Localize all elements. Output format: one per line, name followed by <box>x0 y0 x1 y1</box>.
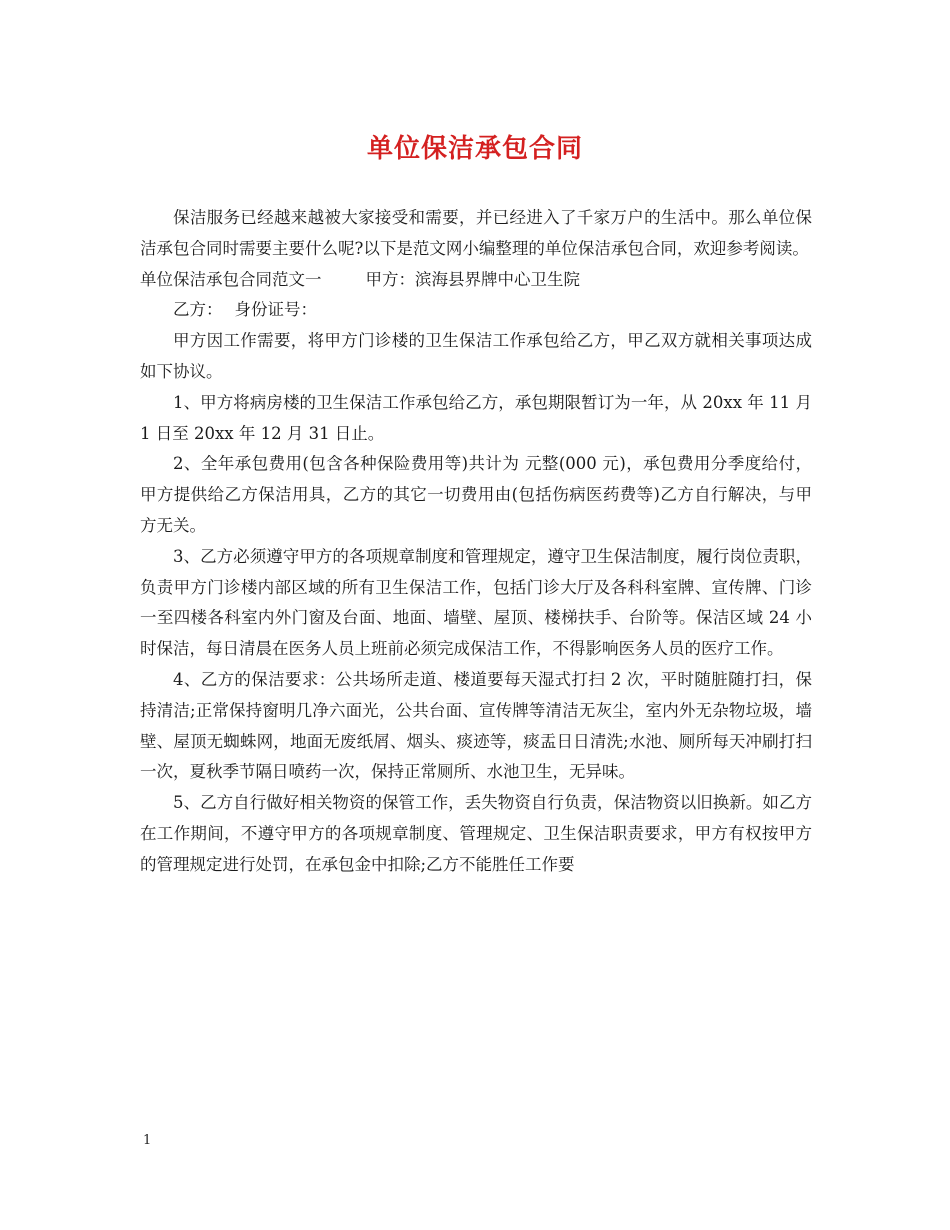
sample-heading: 单位保洁承包合同范文一 <box>140 269 322 289</box>
party-b-line <box>140 295 812 326</box>
page-number: 1 <box>143 1133 152 1148</box>
document-title: 单位保洁承包合同 <box>366 134 583 164</box>
clause-3: 3、乙方必须遵守甲方的各项规章制度和管理规定，遵守卫生保洁制度，履行岗位责职，负责甲方门诊楼内部区域的所有卫生保洁工作，包括门诊大厅及各科科室牌、宣传牌、门诊一至四楼各科室内外门窗及台面、地面、墙壁、屋顶、楼梯扶手、台阶等。保洁区域 24 小时保洁，每日清晨在医务人员上班前必须完成保洁工作，不得影响医务人员的医疗工作。 <box>140 546 812 659</box>
sample-heading-line <box>140 265 812 296</box>
intro-paragraph: 保洁服务已经越来越被大家接受和需要，并已经进入了千家万户的生活中。那么单位保洁承包合同时需要主要什么呢?以下是范文网小编整理的单位保洁承包合同，欢迎参考阅读。 <box>140 208 812 258</box>
preamble-paragraph: 甲方因工作需要，将甲方门诊楼的卫生保洁工作承包给乙方，甲乙双方就相关事项达成如下协议。 <box>140 331 812 381</box>
clause-4: 4、乙方的保洁要求：公共场所走道、楼道要每天湿式打扫 2 次，平时随脏随打扫，保持清洁;正常保持窗明几净六面光，公共台面、宣传牌等清洁无灰尘，室内外无杂物垃圾，墙壁、屋顶无蜘蛛网，地面无废纸屑、烟头、痰迹等，痰盂日日清洗;水池、厕所每天冲刷打扫一次，夏秋季节隔日喷药一次，保持正常厕所、水池卫生，无异味。 <box>140 669 812 782</box>
document-body <box>140 203 812 881</box>
party-b: 乙方： <box>173 300 223 320</box>
party-a: 甲方：滨海县界牌中心卫生院 <box>365 269 580 289</box>
clause-5: 5、乙方自行做好相关物资的保管工作，丢失物资自行负责，保洁物资以旧换新。如乙方在工作期间，不遵守甲方的各项规章制度、管理规定、卫生保洁职责要求，甲方有权按甲方的管理规定进行处罚，在承包金中扣除;乙方不能胜任工作要 <box>140 793 812 874</box>
clause-2: 2、全年承包费用(包含各种保险费用等)共计为 元整(000 元)，承包费用分季度给付，甲方提供给乙方保洁用具，乙方的其它一切费用由(包括伤病医药费等)乙方自行解决，与甲方无关。 <box>140 454 812 535</box>
clause-1: 1、甲方将病房楼的卫生保洁工作承包给乙方，承包期限暂订为一年，从 20xx 年 11 月 1 日至 20xx 年 12 月 31 日止。 <box>140 392 812 443</box>
id-number-label: 身份证号： <box>234 300 317 320</box>
